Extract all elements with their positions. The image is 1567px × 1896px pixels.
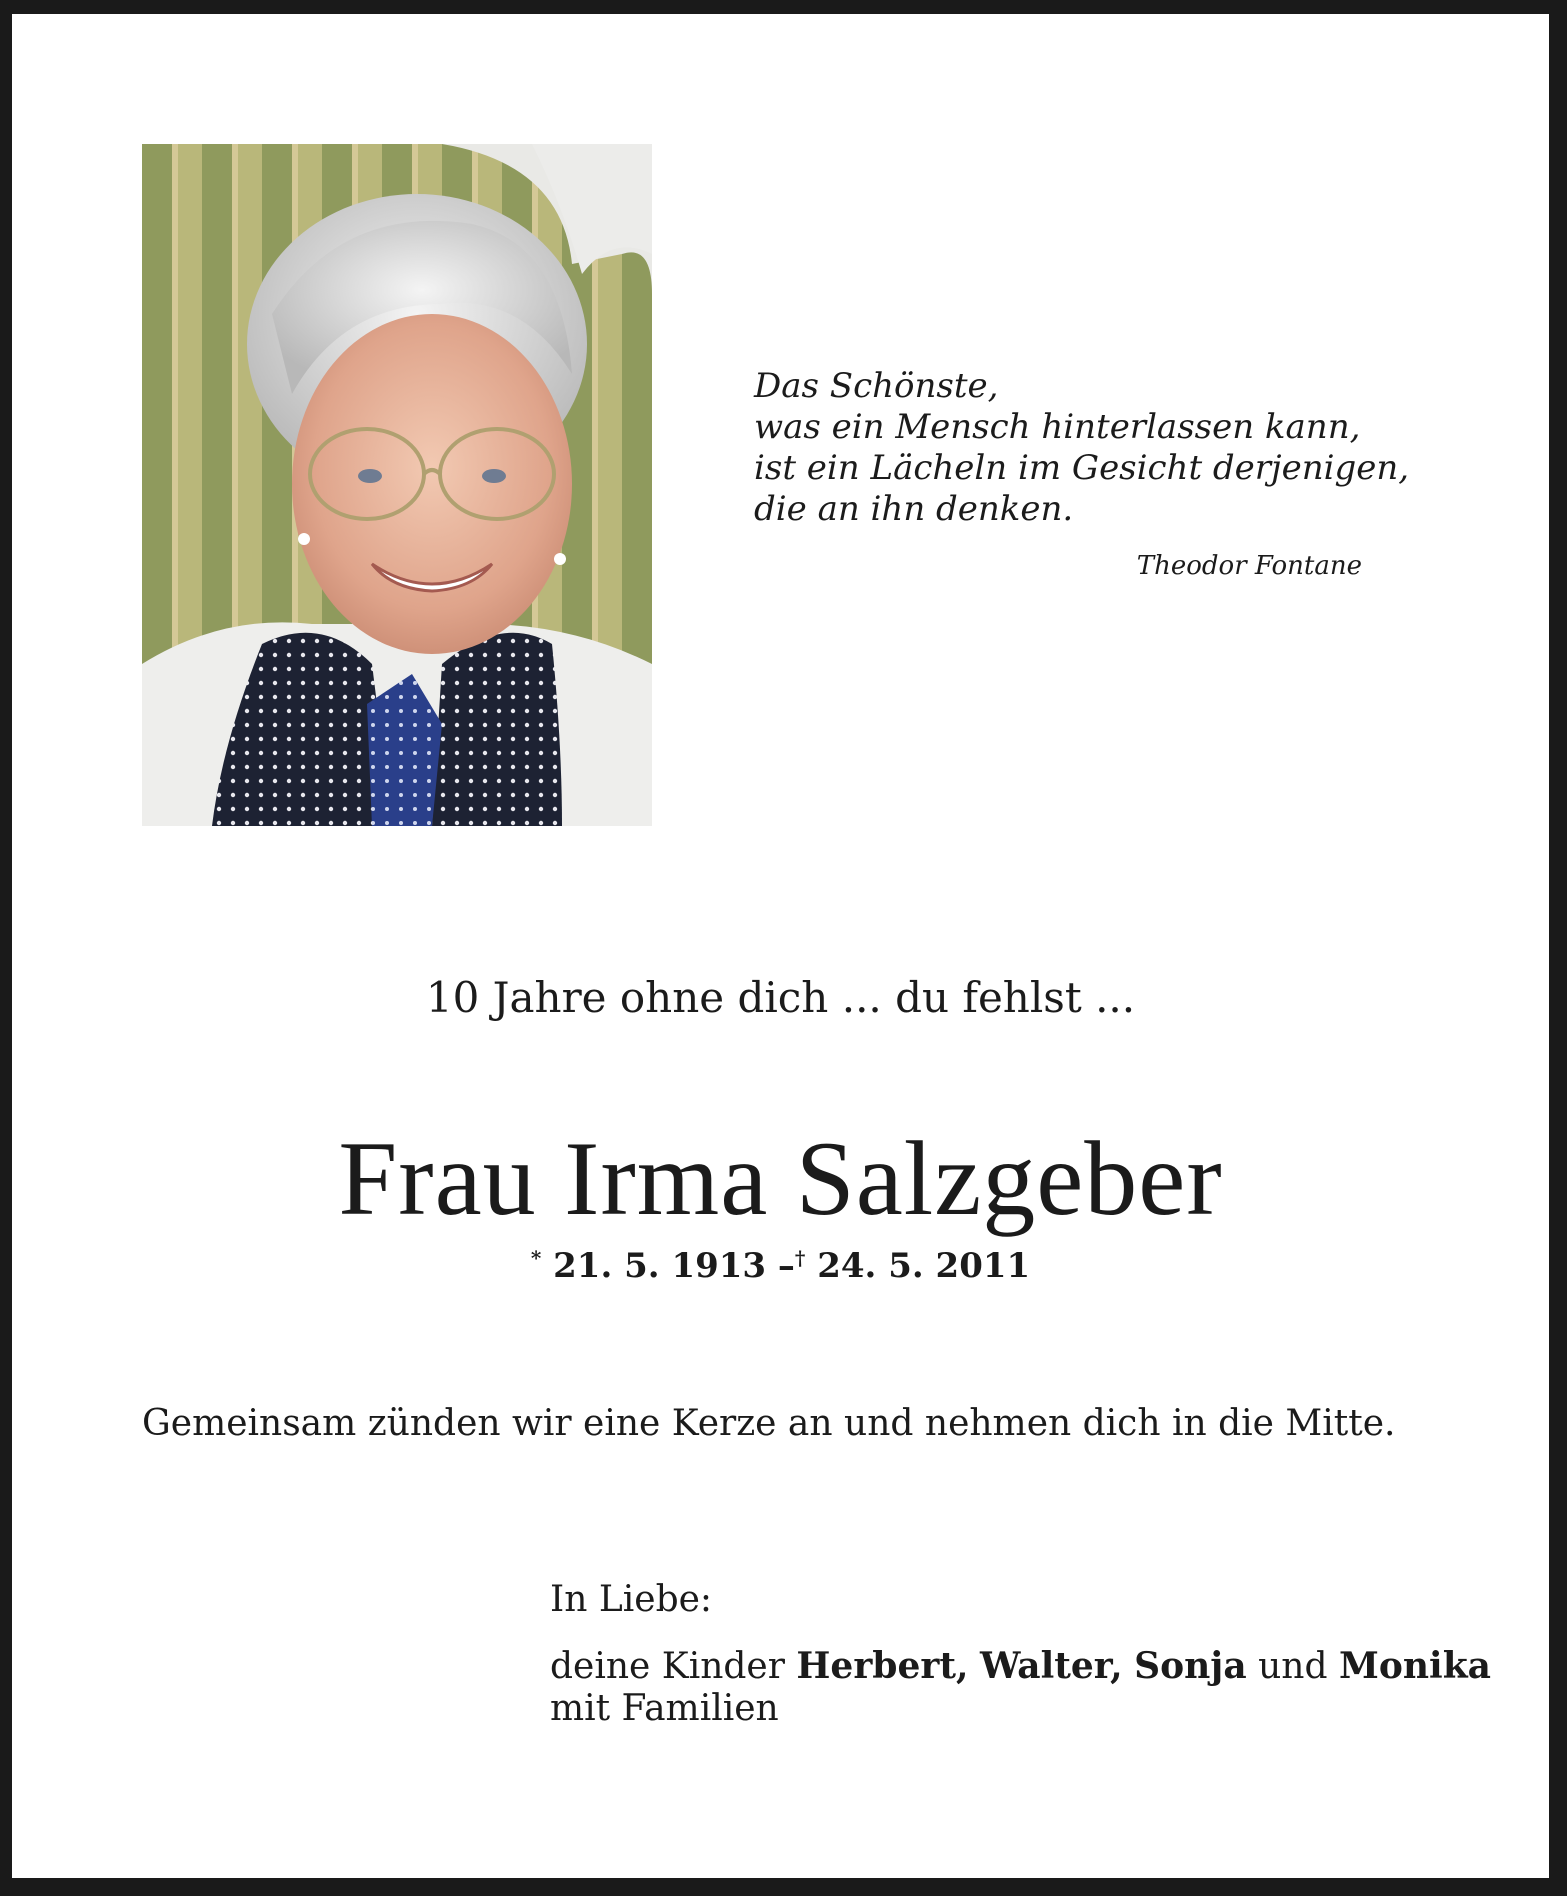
signoff-children <box>550 1645 1491 1688</box>
birth-symbol: * <box>530 1246 542 1270</box>
date-separator: – <box>777 1246 795 1286</box>
quote-author: Theodor Fontane <box>1136 551 1362 581</box>
quote-line: Das Schönste, <box>754 366 999 406</box>
memorial-subtitle: 10 Jahre ohne dich ... du fehlst ... <box>425 973 1136 1022</box>
deceased-name: Frau Irma Salzgeber <box>338 1120 1223 1237</box>
child-name: Walter, <box>979 1645 1123 1687</box>
obituary-card <box>10 12 1551 1880</box>
memorial-message: Gemeinsam zünden wir eine Kerze an und nehmen dich in die Mitte. <box>142 1403 1396 1444</box>
signoff-suffix: mit Familien <box>550 1688 779 1729</box>
signoff <box>550 1579 1491 1730</box>
child-name: Herbert, <box>796 1645 969 1687</box>
death-symbol: † <box>794 1246 806 1270</box>
quote-line: was ein Mensch hinterlassen kann, <box>754 407 1361 447</box>
quote <box>754 366 1410 530</box>
signoff-intro: In Liebe: <box>550 1579 713 1620</box>
signoff-conjunction: und <box>1258 1646 1328 1687</box>
child-name: Sonja <box>1134 1645 1247 1687</box>
quote-line: ist ein Lächeln im Gesicht derjenigen, <box>754 448 1410 488</box>
portrait-photo-icon <box>142 144 652 826</box>
signoff-prefix: deine Kinder <box>550 1646 785 1687</box>
birth-date: 21. 5. 1913 <box>553 1246 767 1286</box>
child-name: Monika <box>1339 1645 1491 1687</box>
portrait-photo <box>142 144 652 826</box>
life-dates <box>12 1236 1549 1288</box>
death-date: 24. 5. 2011 <box>817 1246 1031 1286</box>
quote-line: die an ihn denken. <box>754 489 1074 529</box>
